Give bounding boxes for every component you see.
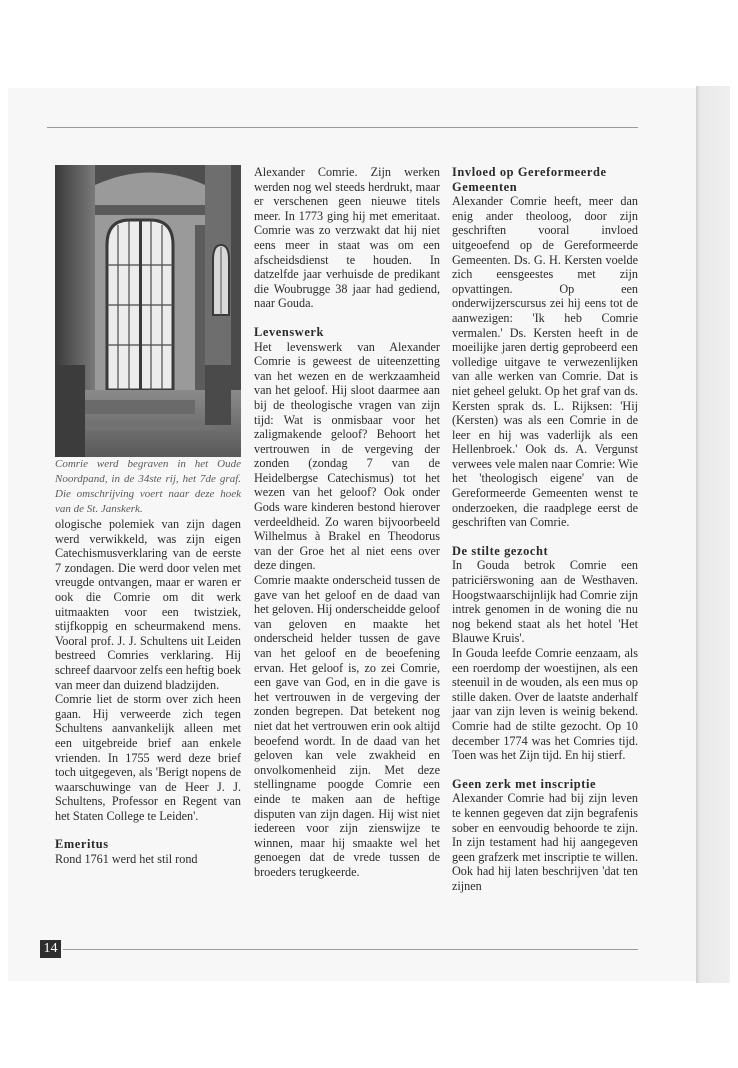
column-1 (55, 165, 241, 867)
column-3-paragraph-1: Alexander Comrie heeft, meer dan enig ander theoloog, door zijn geschriften vooral invloed uitgeoefend op de Gereformeerde Gemeenten. Ds. G. H. Kersten voelde zich eensgeestes met zijn opvattingen. Op een onderwijzerscursus zei hij eens tot de aanwezigen: 'Ik heb Comrie vermalen.' Ds. Kersten heeft in de moeilijke jaren dertig geprobeerd een volledige uitgave te verwezenlijken van alle werken van Comrie. Dat is niet geheel gelukt. Op het graf van ds. Kersten sprak ds. L. Rijksen: 'Hij (Kersten) was als een Comrie in de leer en hij was vaderlijk als een Hellenbroek.' Ook ds. A. Vergunst verwees vele malen naar Comrie: Wie het 'theologisch eigene' van de Gereformeerde Gemeenten wenst te onderzoeken, die raadplege eerst de geschriften van Comrie. (452, 194, 638, 530)
column-2 (254, 165, 440, 880)
heading-stilte: De stilte gezocht (452, 543, 549, 558)
column-1-paragraph-2: Comrie liet de storm over zich heen gaan. Hij verweerde zich tegen Schultens aanvankelijk alleen met een uitgebreide brief aan enkele vrienden. In 1755 werd deze brief toch uitgegeven, als 'Berigt nopens de waarschuwinge van de Heer J. J. Schultens, Professor en Regent van het Staten College te Leiden'. (55, 692, 241, 823)
heading-geen-zerk: Geen zerk met inscriptie (452, 776, 597, 791)
column-3-paragraph-3: In Gouda leefde Comrie eenzaam, als een roerdomp der woestijnen, als een steenuil in de wouden, als een mus op stille daken. Over de laatste anderhalf jaar van zijn leven is weinig bekend. Comrie had de stilte gezocht. Op 10 december 1774 was het Comries tijd. Toen was het Zijn tijd. En hij stierf. (452, 646, 638, 763)
column-2-paragraph-3: Comrie maakte onderscheid tussen de gave van het geloof en de daad van het geloven. Hij onderscheidde geloof van geloven en maakte het onderscheid helder tussen de gave van het geloof en de beoefening ervan. Het geloof is, zo zei Comrie, een gave van God, en in die gave is het vertrouwen in de vergeving der zonden begrepen. Dat betekent nog niet dat het vertrouwen erin ook altijd beoefend wordt. In de daad van het geloven kan vele zwakheid en onvolkomenheid zijn. Met deze stellingname poogde Comrie een einde te maken aan de heftige disputen van zijn dagen. Hij wist niet iedereen voor zijn zienswijze te winnen, maar hij smaakte wel het genoegen dat de vrede tussen de broeders terugkeerde. (254, 573, 440, 879)
footer-rule (63, 949, 638, 950)
column-3 (452, 165, 638, 894)
column-1-paragraph-3: Rond 1761 werd het stil rond (55, 852, 198, 867)
page-number: 14 (40, 940, 61, 958)
column-2-paragraph-2: Het levenswerk van Alexander Comrie is geweest de uiteenzetting van het wezen en de werkzaamheid van het geloof. Hij sloot daarmee aan bij de theologische vragen van zijn tijd: Wat is onmisbaar voor het zaligmakende geloof? Behoort het vertrouwen in de vergeving der zonden (zondag 7 van de Heidelbergse Catechismus) tot het wezen van het geloof? Ook onder Gods ware kinderen bestond hierover verdeeldheid. Zo waren bijvoorbeeld Wilhelmus à Brakel en Theodorus van der Groe het al niet eens over deze dingen. (254, 339, 440, 573)
heading-emeritus: Emeritus (55, 837, 109, 852)
column-3-paragraph-2: In Gouda betrok Comrie een patriciërswoning aan de Westhaven. Hoogstwaarschijnlijk had Comrie zijn intrek genomen in de woning die nu nog bekend staat als het hotel 'Het Blauwe Kruis'. (452, 558, 638, 646)
heading-levenswerk: Levenswerk (254, 324, 325, 339)
column-1-paragraph-1: ologische polemiek van zijn dagen werd verwikkeld, was zijn eigen Catechismusverklaring van de eerste 7 zondagen. Die werd door velen met vreugde ontvangen, maar er waren er ook die Comrie om dit werk uitmaakten voor een twistziek, stijfkoppig en scheurmakend mens. Vooral prof. J. J. Schultens uit Leiden bestreed Comries verklaring. Hij schreef daarvoor zelfs een heftig boek van meer dan duizend bladzijden. (55, 517, 241, 692)
header-rule (47, 127, 638, 128)
photo-caption: Comrie werd begraven in het Oude Noordpand, in de 34ste rij, het 7de graf. Die omschrijving voert naar deze hoek van de St. Janskerk. (55, 458, 241, 515)
heading-invloed: Invloed op Gereformeerde Gemeenten (452, 165, 607, 194)
column-2-paragraph-1: Alexander Comrie. Zijn werken werden nog wel steeds herdrukt, maar er verschenen geen nieuwe titels meer. In 1773 ging hij met emeritaat. Comrie was zo verzwakt dat hij niet eens meer in staat was om een afscheidsdienst te houden. In datzelfde jaar verhuisde de predikant die Woubrugge 38 jaar had gediend, naar Gouda. (254, 165, 440, 311)
church-window-photo (55, 165, 241, 457)
next-page-edge (696, 86, 730, 983)
column-3-paragraph-4: Alexander Comrie had bij zijn leven te kennen gegeven dat zijn begrafenis sober en eenvoudig behoorde te zijn. In zijn testament had hij aangegeven geen grafzerk met inscriptie te willen. Ook had hij laten beschrijven 'dat ten zijnen (452, 791, 638, 893)
